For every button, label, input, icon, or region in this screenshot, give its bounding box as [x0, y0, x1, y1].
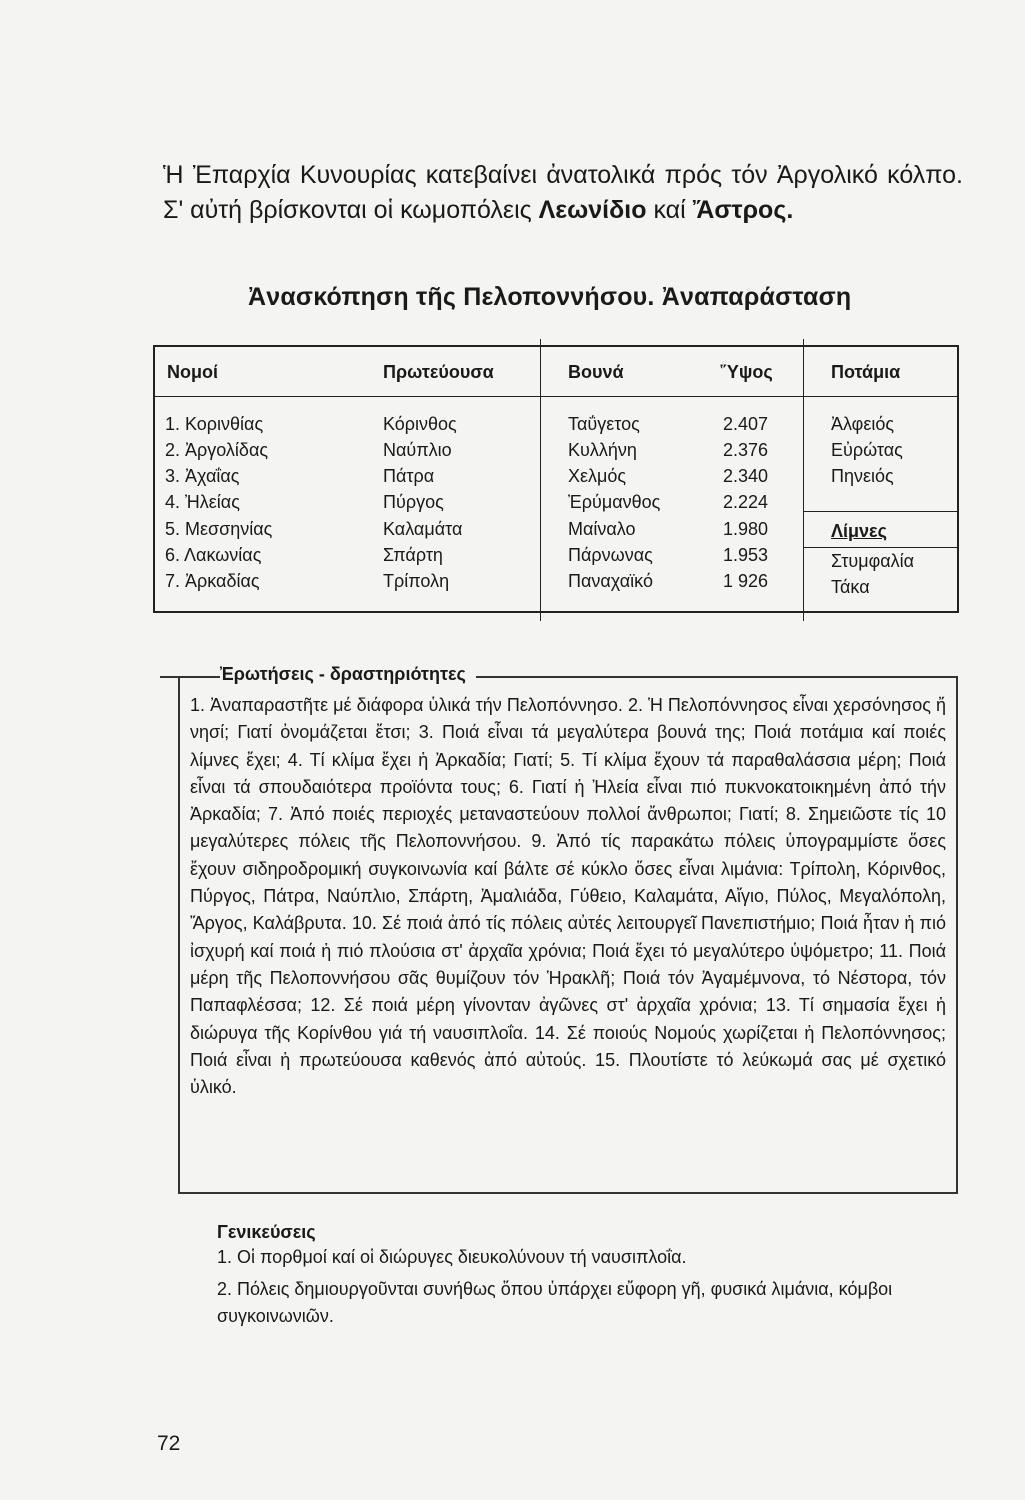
prefecture-cell: 6. Λακωνίας — [165, 545, 262, 565]
altitude-cell: 2.224 — [723, 492, 769, 512]
header-rivers: Ποτάμια — [831, 362, 901, 382]
town-leonidio: Λεωνίδιο — [538, 196, 647, 224]
header-divider — [155, 396, 957, 397]
prefecture-cell: 7. Ἀρκαδίας — [165, 571, 260, 591]
intro-paragraph — [163, 158, 963, 228]
capital-cell: Κόρινθος — [383, 414, 457, 434]
mountain-cell: Ταΰγετος — [568, 414, 640, 434]
column-divider — [803, 339, 804, 621]
altitude-cell: 2.376 — [723, 440, 769, 460]
questions-title: Ἐρωτήσεις - δραστηριότητες — [220, 664, 476, 685]
column-divider — [540, 339, 541, 621]
river-cell: Πηνειός — [831, 466, 894, 486]
header-altitude: Ὕψος — [720, 362, 773, 382]
intro-text-2: καί — [646, 196, 693, 224]
altitude-cell: 1.980 — [723, 519, 769, 539]
mountain-cell: Κυλλήνη — [568, 440, 637, 460]
peloponnese-table — [153, 345, 959, 613]
capital-cell: Πύργος — [383, 492, 444, 512]
prefecture-cell: 2. Ἀργολίδας — [165, 440, 269, 460]
river-cell: Εὐρώτας — [831, 440, 903, 460]
header-mountains: Βουνά — [568, 362, 624, 382]
questions-text: 1. Ἀναπαραστῆτε μέ διάφορα ὑλικά τήν Πελοπόννησο. 2. Ἡ Πελοπόννησος εἶναι χερσόνησος ἤ νησί; Γιατί ὀνομάζεται ἔτσι; 3. Ποιά εἶναι τά μεγαλύτερα βουνά της; Ποιά ποτάμια καί ποιές λίμνες ἔχει; 4. Τί κλίμα ἔχει ἡ Ἀρκαδία; Γιατί; 5. Τί κλίμα ἔχουν τά παραθαλάσσια μέρη; Ποιά εἶναι τά σπουδαιότερα προϊόντα τους; 6. Γιατί ἡ Ἠλεία εἶναι πιό πυκνοκατοικημένη ἀπό τήν Ἀρκαδία; 7. Ἀπό ποιές περιοχές μεταναστεύουν πολλοί ἄνθρωποι; Γιατί; 8. Σημειῶστε τίς 10 μεγαλύτερες πόλεις τῆς Πελοποννήσου. 9. Ἀπό τίς παρακάτω πόλεις ὑπογραμμίστε ὅσες ἔχουν σιδηροδρομική συγκοινωνία καί βάλτε σέ κύκλο ὅσες εἶναι λιμάνια: Τρίπολη, Κόρινθος, Πύργος, Πάτρα, Ναύπλιο, Σπάρτη, Ἀμαλιάδα, Γύθειο, Καλαμάτα, Αἴγιο, Πύλος, Μεγαλόπολη, Ἄργος, Καλάβρυτα. 10. Σέ ποιά ἀπό τίς πόλεις αὐτές λειτουργεῖ Πανεπιστήμιο; Ποιά ἦταν ἡ πιό ἰσχυρή καί ποιά ἡ πιό πλούσια στ' ἀρχαῖα χρόνια; Ποιά ἔχει τό μεγαλύτερο ὑψόμετρο; 11. Ποιά μέρη τῆς Πελοποννήσου σᾶς θυμίζουν τόν Ἡρακλῆ; Ποιά τόν Ἀγαμέμνονα, τό Νέστορα, τόν Παπαφλέσσα; 12. Σέ ποιά μέρη γίνονταν ἀγῶνες στ' ἀρχαῖα χρόνια; 13. Τί σημασία ἔχει ἡ διώρυγα τῆς Κορίνθου γιά τή ναυσιπλοΐα. 14. Σέ ποιούς Νομούς χωρίζεται ἡ Πελοπόννησος; Ποιά εἶναι ἡ πρωτεύουσα καθενός ἀπό αὐτούς. 15. Πλουτίστε τό λεύκωμά σας μέ σχετικό ὑλικό. — [190, 695, 946, 1098]
lakes-divider-bottom — [803, 547, 959, 548]
mountain-cell: Μαίναλο — [568, 519, 636, 539]
intro-text-1: Ἡ Ἐπαρχία Κυνουρίας κατεβαίνει ἀνατολικά πρός τόν Ἀργολικό κόλπο. Σ' αὐτή βρίσκονται οἱ κωμοπόλεις — [163, 161, 963, 224]
mountain-cell: Ἐρύμανθος — [568, 492, 661, 512]
capital-cell: Καλαμάτα — [383, 519, 463, 539]
generalizations-title: Γενικεύσεις — [217, 1222, 316, 1242]
capital-cell: Σπάρτη — [383, 545, 443, 565]
header-prefectures: Νομοί — [167, 362, 219, 382]
prefecture-cell: 3. Ἀχαΐας — [165, 466, 240, 486]
header-capitals: Πρωτεύουσα — [383, 362, 494, 382]
intro-text-3: . — [786, 196, 794, 224]
capital-cell: Πάτρα — [383, 466, 435, 486]
capital-cell: Ναύπλιο — [383, 440, 452, 460]
lakes-header: Λίμνες — [831, 521, 887, 541]
altitude-cell: 2.407 — [723, 414, 769, 434]
page-number: 72 — [157, 1432, 181, 1455]
generalization-item: 2. Πόλεις δημιουργοῦνται συνήθως ὅπου ὑπάρχει εὔφορη γῆ, φυσικά λιμάνια, κόμβοι συγκοινωνιῶν. — [217, 1279, 893, 1326]
mountain-cell: Παναχαϊκό — [568, 571, 653, 591]
section-heading: Ἀνασκόπηση τῆς Πελοποννήσου. Ἀναπαράσταση — [248, 283, 852, 311]
altitude-cell: 1.953 — [723, 545, 769, 565]
mountain-cell: Χελμός — [568, 466, 627, 486]
mountain-cell: Πάρνωνας — [568, 545, 653, 565]
altitude-cell: 1 926 — [723, 571, 769, 591]
prefecture-cell: 4. Ἠλείας — [165, 492, 240, 512]
prefecture-cell: 5. Μεσσηνίας — [165, 519, 273, 539]
generalization-item: 1. Οἱ πορθμοί καί οἱ διώρυγες διευκολύνουν τή ναυσιπλοΐα. — [217, 1247, 687, 1267]
lakes-divider-top — [803, 511, 959, 512]
river-cell: Ἀλφειός — [831, 414, 895, 434]
lake-cell: Στυμφαλία — [831, 551, 915, 571]
town-astros: Ἄστρος — [692, 196, 787, 224]
capital-cell: Τρίπολη — [383, 571, 450, 591]
prefecture-cell: 1. Κορινθίας — [165, 414, 264, 434]
lake-cell: Τάκα — [831, 577, 870, 597]
altitude-cell: 2.340 — [723, 466, 769, 486]
